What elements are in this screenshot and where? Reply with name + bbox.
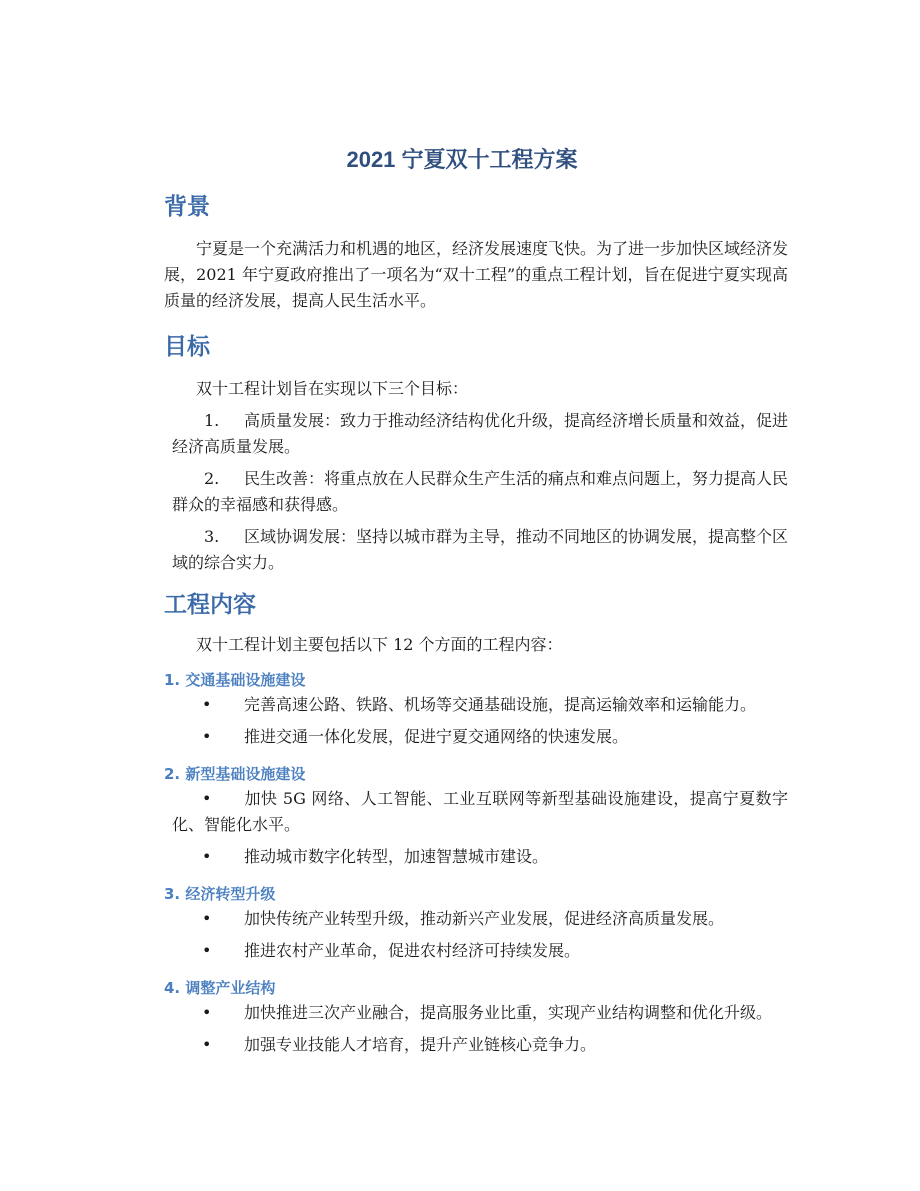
economy-list [136,906,788,964]
new-infra-list [136,786,788,870]
document-title: 2021 宁夏双十工程方案 [346,147,578,172]
list-item: • 推进农村产业革命，促进农村经济可持续发展。 [136,938,788,964]
background-paragraph: 宁夏是一个充满活力和机遇的地区，经济发展速度飞快。为了进一步加快区域经济发展，2021 年宁夏政府推出了一项名为“双十工程”的重点工程计划，旨在促进宁夏实现高质量的经济发展，提高人民生活水平。 [164,239,789,310]
list-item: • 推进交通一体化发展，促进宁夏交通网络的快速发展。 [136,724,788,750]
section-heading-industry: 4. 调整产业结构 [164,979,276,997]
bullet-icon: • [202,727,212,746]
heading-contents: 工程内容 [164,592,256,618]
list-item: • 加快 5G 网络、人工智能、工业互联网等新型基础设施建设，提高宁夏数字化、智能化水平。 [136,786,788,838]
industry-list [136,1000,788,1058]
list-item: • 加快推进三次产业融合，提高服务业比重，实现产业结构调整和优化升级。 [136,1000,788,1026]
section-heading-economy: 3. 经济转型升级 [164,885,276,903]
list-item: • 完善高速公路、铁路、机场等交通基础设施，提高运输效率和运输能力。 [136,692,788,718]
list-item: • 加快传统产业转型升级，推动新兴产业发展，促进经济高质量发展。 [136,906,788,932]
goals-list [136,408,788,576]
list-item: • 加强专业技能人才培育，提升产业链核心竞争力。 [136,1032,788,1058]
list-item: • 推动城市数字化转型，加速智慧城市建设。 [136,844,788,870]
goal-item: 1. 高质量发展：致力于推动经济结构优化升级，提高经济增长质量和效益，促进经济高质量发展。 [172,411,789,456]
transport-list [136,692,788,750]
goals-intro: 双十工程计划旨在实现以下三个目标： [196,379,469,398]
contents-intro: 双十工程计划主要包括以下 12 个方面的工程内容： [196,635,563,654]
section-heading-new-infra: 2. 新型基础设施建设 [164,765,306,783]
heading-background: 背景 [164,194,210,220]
bullet-icon: • [202,941,212,960]
bullet-icon: • [202,1003,212,1022]
bullet-icon: • [202,1035,212,1054]
bullet-icon: • [202,789,212,808]
heading-goals: 目标 [164,334,210,360]
goal-item: 3. 区域协调发展：坚持以城市群为主导，推动不同地区的协调发展，提高整个区域的综合实力。 [172,527,789,572]
bullet-icon: • [202,909,212,928]
bullet-icon: • [202,695,212,714]
document-body [136,144,788,1064]
bullet-icon: • [202,847,212,866]
section-heading-transport: 1. 交通基础设施建设 [164,671,306,689]
goal-item: 2. 民生改善：将重点放在人民群众生产生活的痛点和难点问题上，努力提高人民群众的幸福感和获得感。 [172,469,789,514]
